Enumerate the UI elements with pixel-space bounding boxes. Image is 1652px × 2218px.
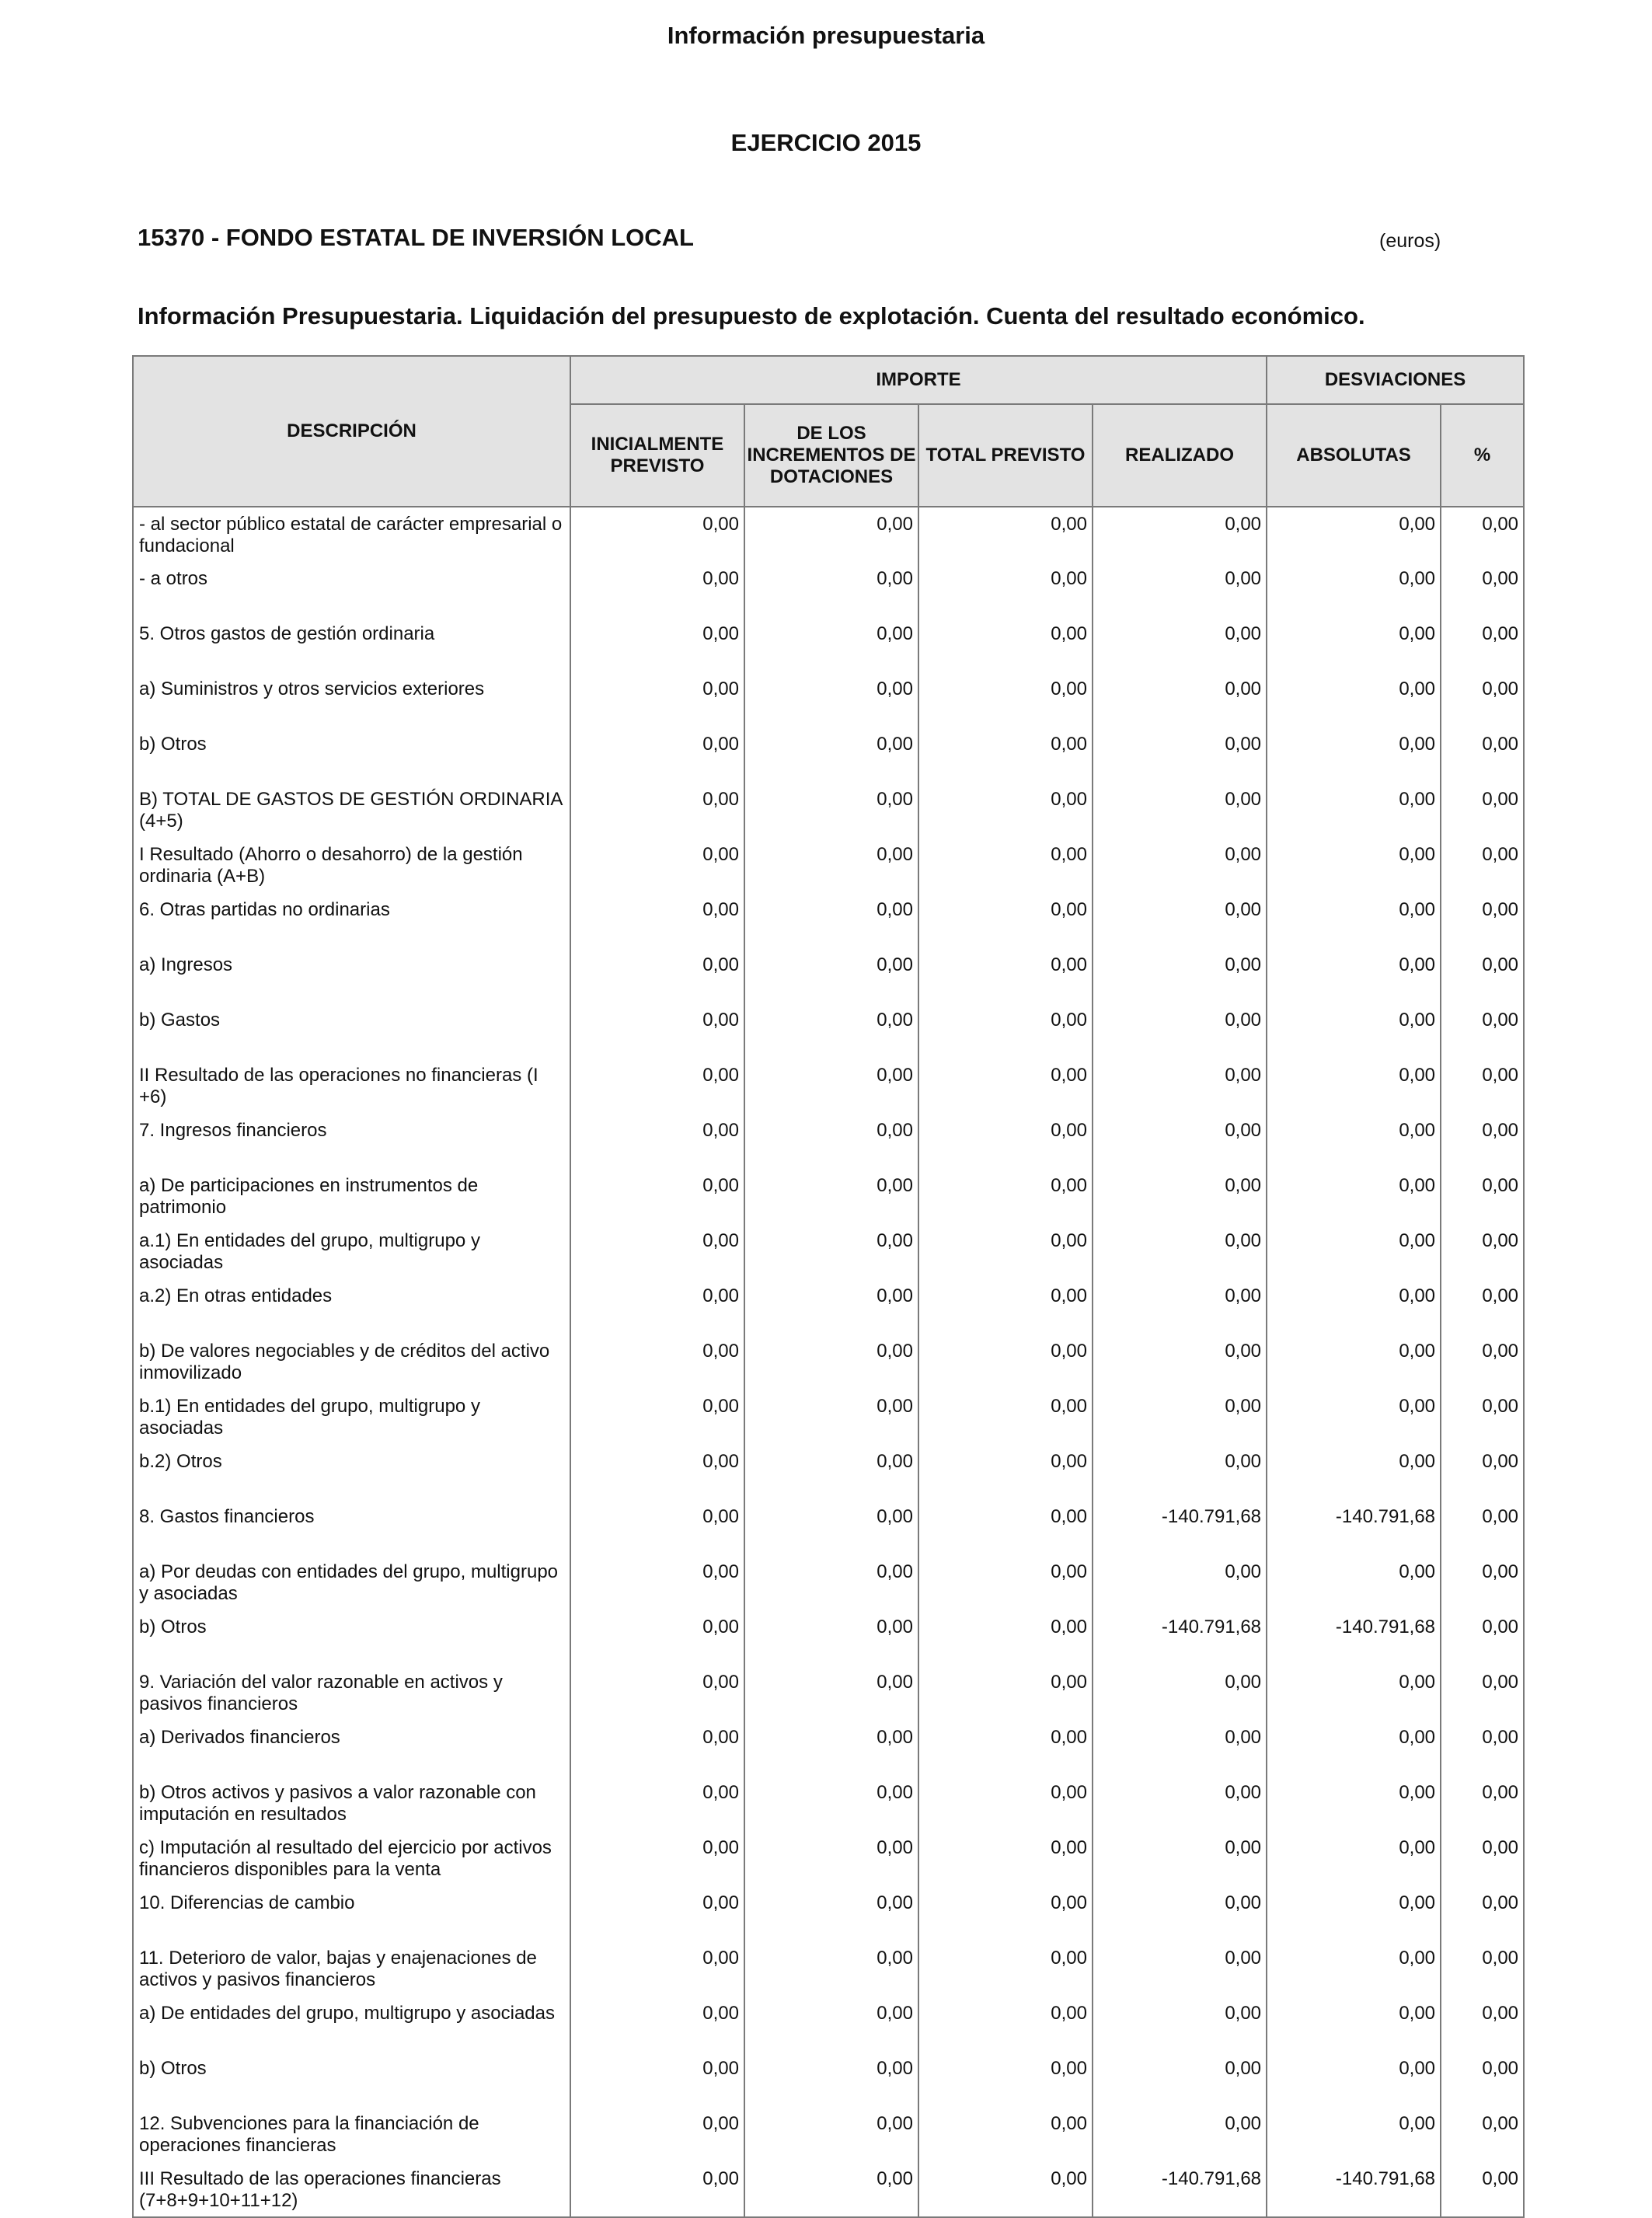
cell-percent: 0,00 — [1441, 1334, 1524, 1390]
table-row — [133, 1665, 1524, 1721]
table-row — [133, 507, 1524, 562]
entity-heading: 15370 - FONDO ESTATAL DE INVERSIÓN LOCAL — [138, 224, 694, 251]
cell-percent: 0,00 — [1441, 1279, 1524, 1334]
cell-absolutas: 0,00 — [1267, 617, 1441, 672]
cell-description: b) Otros — [133, 1610, 570, 1665]
table-row — [133, 1997, 1524, 2052]
cell-inicialmente-previsto: 0,00 — [570, 1665, 744, 1721]
table-row — [133, 727, 1524, 783]
col-group-importe: IMPORTE — [570, 356, 1267, 404]
cell-percent: 0,00 — [1441, 617, 1524, 672]
cell-percent: 0,00 — [1441, 2052, 1524, 2107]
cell-total-previsto: 0,00 — [918, 948, 1093, 1003]
cell-description: b) De valores negociables y de créditos del activo inmovilizado — [133, 1334, 570, 1390]
cell-realizado: 0,00 — [1093, 1334, 1267, 1390]
cell-realizado: 0,00 — [1093, 1831, 1267, 1886]
table-row — [133, 1390, 1524, 1445]
table-row — [133, 1058, 1524, 1114]
cell-description: b) Otros activos y pasivos a valor razonable con imputación en resultados — [133, 1776, 570, 1831]
cell-description: 12. Subvenciones para la financiación de operaciones financieras — [133, 2107, 570, 2162]
cell-absolutas: -140.791,68 — [1267, 1610, 1441, 1665]
cell-inicialmente-previsto: 0,00 — [570, 2052, 744, 2107]
cell-incrementos: 0,00 — [744, 1555, 918, 1610]
col-header-incrementos: DE LOS INCREMENTOS DE DOTACIONES — [744, 404, 918, 507]
cell-realizado: 0,00 — [1093, 1886, 1267, 1941]
cell-total-previsto: 0,00 — [918, 672, 1093, 727]
cell-inicialmente-previsto: 0,00 — [570, 1500, 744, 1555]
cell-incrementos: 0,00 — [744, 1224, 918, 1279]
cell-percent: 0,00 — [1441, 1941, 1524, 1997]
cell-percent: 0,00 — [1441, 1665, 1524, 1721]
cell-inicialmente-previsto: 0,00 — [570, 893, 744, 948]
cell-incrementos: 0,00 — [744, 948, 918, 1003]
cell-total-previsto: 0,00 — [918, 727, 1093, 783]
cell-inicialmente-previsto: 0,00 — [570, 1003, 744, 1058]
cell-absolutas: 0,00 — [1267, 727, 1441, 783]
table-row — [133, 1831, 1524, 1886]
cell-total-previsto: 0,00 — [918, 1941, 1093, 1997]
cell-description: II Resultado de las operaciones no financieras (I +6) — [133, 1058, 570, 1114]
table-row — [133, 838, 1524, 893]
cell-incrementos: 0,00 — [744, 1114, 918, 1169]
cell-realizado: 0,00 — [1093, 1665, 1267, 1721]
cell-percent: 0,00 — [1441, 1390, 1524, 1445]
table-row — [133, 1500, 1524, 1555]
table-row — [133, 783, 1524, 838]
cell-total-previsto: 0,00 — [918, 893, 1093, 948]
cell-total-previsto: 0,00 — [918, 507, 1093, 562]
cell-realizado: 0,00 — [1093, 1997, 1267, 2052]
cell-percent: 0,00 — [1441, 507, 1524, 562]
cell-description: a) Suministros y otros servicios exteriores — [133, 672, 570, 727]
cell-inicialmente-previsto: 0,00 — [570, 948, 744, 1003]
cell-realizado: -140.791,68 — [1093, 2162, 1267, 2217]
cell-percent: 0,00 — [1441, 1445, 1524, 1500]
cell-incrementos: 0,00 — [744, 838, 918, 893]
table-row — [133, 1445, 1524, 1500]
col-header-percent: % — [1441, 404, 1524, 507]
cell-incrementos: 0,00 — [744, 1500, 918, 1555]
cell-percent: 0,00 — [1441, 2162, 1524, 2217]
cell-absolutas: 0,00 — [1267, 1279, 1441, 1334]
cell-realizado: 0,00 — [1093, 948, 1267, 1003]
cell-incrementos: 0,00 — [744, 1610, 918, 1665]
cell-inicialmente-previsto: 0,00 — [570, 2162, 744, 2217]
table-body — [133, 507, 1524, 2217]
cell-percent: 0,00 — [1441, 1721, 1524, 1776]
cell-absolutas: 0,00 — [1267, 1003, 1441, 1058]
cell-description: 8. Gastos financieros — [133, 1500, 570, 1555]
cell-absolutas: 0,00 — [1267, 1831, 1441, 1886]
cell-realizado: 0,00 — [1093, 1114, 1267, 1169]
cell-total-previsto: 0,00 — [918, 1721, 1093, 1776]
cell-percent: 0,00 — [1441, 1776, 1524, 1831]
cell-total-previsto: 0,00 — [918, 1279, 1093, 1334]
cell-realizado: 0,00 — [1093, 562, 1267, 617]
report-subtitle: Información Presupuestaria. Liquidación del presupuesto de explotación. Cuenta del resultado económico. — [138, 302, 1365, 330]
cell-inicialmente-previsto: 0,00 — [570, 672, 744, 727]
cell-incrementos: 0,00 — [744, 1776, 918, 1831]
cell-incrementos: 0,00 — [744, 1831, 918, 1886]
cell-incrementos: 0,00 — [744, 2162, 918, 2217]
cell-percent: 0,00 — [1441, 1058, 1524, 1114]
cell-total-previsto: 0,00 — [918, 617, 1093, 672]
cell-incrementos: 0,00 — [744, 727, 918, 783]
cell-percent: 0,00 — [1441, 948, 1524, 1003]
cell-inicialmente-previsto: 0,00 — [570, 1390, 744, 1445]
cell-inicialmente-previsto: 0,00 — [570, 1445, 744, 1500]
cell-description: 5. Otros gastos de gestión ordinaria — [133, 617, 570, 672]
cell-realizado: 0,00 — [1093, 727, 1267, 783]
table-row — [133, 1941, 1524, 1997]
cell-percent: 0,00 — [1441, 1169, 1524, 1224]
cell-absolutas: 0,00 — [1267, 562, 1441, 617]
cell-absolutas: 0,00 — [1267, 1390, 1441, 1445]
cell-incrementos: 0,00 — [744, 1169, 918, 1224]
header-row-groups — [133, 356, 1524, 404]
table-row — [133, 1886, 1524, 1941]
cell-total-previsto: 0,00 — [918, 1776, 1093, 1831]
cell-incrementos: 0,00 — [744, 1941, 918, 1997]
cell-absolutas: 0,00 — [1267, 1997, 1441, 2052]
cell-inicialmente-previsto: 0,00 — [570, 1169, 744, 1224]
cell-realizado: 0,00 — [1093, 1279, 1267, 1334]
cell-description: B) TOTAL DE GASTOS DE GESTIÓN ORDINARIA (4+5) — [133, 783, 570, 838]
cell-inicialmente-previsto: 0,00 — [570, 1997, 744, 2052]
cell-description: 7. Ingresos financieros — [133, 1114, 570, 1169]
table-row — [133, 1555, 1524, 1610]
cell-description: a.2) En otras entidades — [133, 1279, 570, 1334]
cell-realizado: -140.791,68 — [1093, 1610, 1267, 1665]
cell-description: a) Por deudas con entidades del grupo, multigrupo y asociadas — [133, 1555, 570, 1610]
cell-inicialmente-previsto: 0,00 — [570, 2107, 744, 2162]
cell-description: 11. Deterioro de valor, bajas y enajenaciones de activos y pasivos financieros — [133, 1941, 570, 1997]
cell-realizado: 0,00 — [1093, 838, 1267, 893]
page-title: Información presupuestaria — [667, 22, 985, 49]
cell-incrementos: 0,00 — [744, 1997, 918, 2052]
col-header-absolutas: ABSOLUTAS — [1267, 404, 1441, 507]
cell-inicialmente-previsto: 0,00 — [570, 727, 744, 783]
cell-realizado: 0,00 — [1093, 1169, 1267, 1224]
cell-realizado: 0,00 — [1093, 1003, 1267, 1058]
cell-absolutas: 0,00 — [1267, 1169, 1441, 1224]
cell-total-previsto: 0,00 — [918, 1500, 1093, 1555]
cell-realizado: 0,00 — [1093, 1721, 1267, 1776]
cell-incrementos: 0,00 — [744, 1058, 918, 1114]
cell-absolutas: 0,00 — [1267, 1941, 1441, 1997]
cell-inicialmente-previsto: 0,00 — [570, 783, 744, 838]
cell-total-previsto: 0,00 — [918, 1058, 1093, 1114]
cell-inicialmente-previsto: 0,00 — [570, 1114, 744, 1169]
table-row — [133, 1334, 1524, 1390]
cell-total-previsto: 0,00 — [918, 2107, 1093, 2162]
cell-description: III Resultado de las operaciones financieras (7+8+9+10+11+12) — [133, 2162, 570, 2217]
cell-total-previsto: 0,00 — [918, 2162, 1093, 2217]
cell-absolutas: 0,00 — [1267, 1886, 1441, 1941]
table-row — [133, 1224, 1524, 1279]
cell-inicialmente-previsto: 0,00 — [570, 1610, 744, 1665]
cell-description: b) Otros — [133, 2052, 570, 2107]
cell-incrementos: 0,00 — [744, 507, 918, 562]
cell-percent: 0,00 — [1441, 1886, 1524, 1941]
cell-description: a.1) En entidades del grupo, multigrupo y asociadas — [133, 1224, 570, 1279]
currency-units: (euros) — [1379, 230, 1441, 252]
cell-inicialmente-previsto: 0,00 — [570, 1941, 744, 1997]
cell-absolutas: 0,00 — [1267, 1776, 1441, 1831]
cell-inicialmente-previsto: 0,00 — [570, 617, 744, 672]
cell-incrementos: 0,00 — [744, 1334, 918, 1390]
cell-realizado: 0,00 — [1093, 672, 1267, 727]
cell-incrementos: 0,00 — [744, 1279, 918, 1334]
cell-inicialmente-previsto: 0,00 — [570, 1831, 744, 1886]
cell-total-previsto: 0,00 — [918, 1003, 1093, 1058]
table-row — [133, 617, 1524, 672]
cell-total-previsto: 0,00 — [918, 1169, 1093, 1224]
cell-description: I Resultado (Ahorro o desahorro) de la gestión ordinaria (A+B) — [133, 838, 570, 893]
cell-realizado: 0,00 — [1093, 2052, 1267, 2107]
cell-incrementos: 0,00 — [744, 893, 918, 948]
cell-absolutas: 0,00 — [1267, 1114, 1441, 1169]
cell-inicialmente-previsto: 0,00 — [570, 1058, 744, 1114]
cell-inicialmente-previsto: 0,00 — [570, 1555, 744, 1610]
cell-percent: 0,00 — [1441, 1500, 1524, 1555]
cell-realizado: 0,00 — [1093, 1390, 1267, 1445]
cell-absolutas: 0,00 — [1267, 507, 1441, 562]
table-row — [133, 1721, 1524, 1776]
cell-realizado: 0,00 — [1093, 1445, 1267, 1500]
cell-total-previsto: 0,00 — [918, 1334, 1093, 1390]
cell-total-previsto: 0,00 — [918, 1831, 1093, 1886]
col-group-desviaciones: DESVIACIONES — [1267, 356, 1524, 404]
cell-percent: 0,00 — [1441, 562, 1524, 617]
table-header — [133, 356, 1524, 507]
cell-percent: 0,00 — [1441, 672, 1524, 727]
cell-description: b) Gastos — [133, 1003, 570, 1058]
cell-realizado: 0,00 — [1093, 2107, 1267, 2162]
cell-percent: 0,00 — [1441, 1555, 1524, 1610]
cell-absolutas: 0,00 — [1267, 1555, 1441, 1610]
cell-percent: 0,00 — [1441, 838, 1524, 893]
cell-percent: 0,00 — [1441, 727, 1524, 783]
cell-total-previsto: 0,00 — [918, 1610, 1093, 1665]
exercise-heading: EJERCICIO 2015 — [730, 129, 922, 156]
cell-description: a) Ingresos — [133, 948, 570, 1003]
cell-inicialmente-previsto: 0,00 — [570, 1224, 744, 1279]
cell-total-previsto: 0,00 — [918, 1224, 1093, 1279]
cell-total-previsto: 0,00 — [918, 1114, 1093, 1169]
cell-inicialmente-previsto: 0,00 — [570, 838, 744, 893]
cell-description: c) Imputación al resultado del ejercicio por activos financieros disponibles para la venta — [133, 1831, 570, 1886]
table-row — [133, 1776, 1524, 1831]
table-row — [133, 1610, 1524, 1665]
cell-realizado: -140.791,68 — [1093, 1500, 1267, 1555]
table-row — [133, 672, 1524, 727]
table-row — [133, 2162, 1524, 2217]
cell-percent: 0,00 — [1441, 783, 1524, 838]
col-header-description: DESCRIPCIÓN — [133, 356, 570, 507]
cell-absolutas: -140.791,68 — [1267, 1500, 1441, 1555]
cell-percent: 0,00 — [1441, 1114, 1524, 1169]
col-header-inicialmente-previsto: INICIALMENTE PREVISTO — [570, 404, 744, 507]
budget-table — [132, 355, 1525, 2218]
cell-percent: 0,00 — [1441, 1003, 1524, 1058]
cell-inicialmente-previsto: 0,00 — [570, 1334, 744, 1390]
cell-total-previsto: 0,00 — [918, 838, 1093, 893]
cell-inicialmente-previsto: 0,00 — [570, 1886, 744, 1941]
cell-absolutas: 0,00 — [1267, 893, 1441, 948]
cell-incrementos: 0,00 — [744, 1886, 918, 1941]
cell-incrementos: 0,00 — [744, 1445, 918, 1500]
cell-inicialmente-previsto: 0,00 — [570, 1776, 744, 1831]
cell-total-previsto: 0,00 — [918, 1555, 1093, 1610]
cell-description: b.1) En entidades del grupo, multigrupo y asociadas — [133, 1390, 570, 1445]
cell-incrementos: 0,00 — [744, 1390, 918, 1445]
cell-inicialmente-previsto: 0,00 — [570, 1279, 744, 1334]
cell-description: b) Otros — [133, 727, 570, 783]
cell-percent: 0,00 — [1441, 1831, 1524, 1886]
cell-percent: 0,00 — [1441, 2107, 1524, 2162]
cell-description: - al sector público estatal de carácter empresarial o fundacional — [133, 507, 570, 562]
table-row — [133, 1169, 1524, 1224]
cell-realizado: 0,00 — [1093, 1058, 1267, 1114]
cell-incrementos: 0,00 — [744, 617, 918, 672]
table-row — [133, 893, 1524, 948]
cell-incrementos: 0,00 — [744, 562, 918, 617]
cell-realizado: 0,00 — [1093, 1555, 1267, 1610]
table-row — [133, 2052, 1524, 2107]
cell-incrementos: 0,00 — [744, 1721, 918, 1776]
cell-realizado: 0,00 — [1093, 893, 1267, 948]
cell-realizado: 0,00 — [1093, 1941, 1267, 1997]
cell-absolutas: 0,00 — [1267, 1721, 1441, 1776]
table-row — [133, 1279, 1524, 1334]
cell-incrementos: 0,00 — [744, 672, 918, 727]
cell-percent: 0,00 — [1441, 1610, 1524, 1665]
cell-description: - a otros — [133, 562, 570, 617]
cell-description: 9. Variación del valor razonable en activos y pasivos financieros — [133, 1665, 570, 1721]
cell-total-previsto: 0,00 — [918, 562, 1093, 617]
cell-absolutas: 0,00 — [1267, 783, 1441, 838]
cell-percent: 0,00 — [1441, 1997, 1524, 2052]
cell-description: 6. Otras partidas no ordinarias — [133, 893, 570, 948]
cell-realizado: 0,00 — [1093, 507, 1267, 562]
cell-incrementos: 0,00 — [744, 2052, 918, 2107]
cell-inicialmente-previsto: 0,00 — [570, 1721, 744, 1776]
cell-incrementos: 0,00 — [744, 1665, 918, 1721]
col-header-total-previsto: TOTAL PREVISTO — [918, 404, 1093, 507]
cell-incrementos: 0,00 — [744, 783, 918, 838]
cell-realizado: 0,00 — [1093, 1224, 1267, 1279]
cell-realizado: 0,00 — [1093, 1776, 1267, 1831]
cell-absolutas: 0,00 — [1267, 948, 1441, 1003]
cell-description: a) De participaciones en instrumentos de patrimonio — [133, 1169, 570, 1224]
cell-description: 10. Diferencias de cambio — [133, 1886, 570, 1941]
cell-realizado: 0,00 — [1093, 617, 1267, 672]
cell-description: a) Derivados financieros — [133, 1721, 570, 1776]
table-row — [133, 562, 1524, 617]
cell-absolutas: 0,00 — [1267, 1665, 1441, 1721]
cell-inicialmente-previsto: 0,00 — [570, 507, 744, 562]
col-header-realizado: REALIZADO — [1093, 404, 1267, 507]
cell-absolutas: 0,00 — [1267, 2107, 1441, 2162]
table-row — [133, 2107, 1524, 2162]
cell-absolutas: 0,00 — [1267, 1445, 1441, 1500]
cell-absolutas: 0,00 — [1267, 2052, 1441, 2107]
cell-incrementos: 0,00 — [744, 1003, 918, 1058]
cell-total-previsto: 0,00 — [918, 2052, 1093, 2107]
cell-percent: 0,00 — [1441, 1224, 1524, 1279]
cell-description: a) De entidades del grupo, multigrupo y asociadas — [133, 1997, 570, 2052]
cell-absolutas: -140.791,68 — [1267, 2162, 1441, 2217]
cell-total-previsto: 0,00 — [918, 1390, 1093, 1445]
table-row — [133, 1114, 1524, 1169]
cell-absolutas: 0,00 — [1267, 1334, 1441, 1390]
cell-absolutas: 0,00 — [1267, 672, 1441, 727]
cell-absolutas: 0,00 — [1267, 1058, 1441, 1114]
table-row — [133, 948, 1524, 1003]
cell-description: b.2) Otros — [133, 1445, 570, 1500]
cell-total-previsto: 0,00 — [918, 783, 1093, 838]
cell-total-previsto: 0,00 — [918, 1997, 1093, 2052]
cell-total-previsto: 0,00 — [918, 1665, 1093, 1721]
cell-total-previsto: 0,00 — [918, 1445, 1093, 1500]
cell-incrementos: 0,00 — [744, 2107, 918, 2162]
cell-absolutas: 0,00 — [1267, 1224, 1441, 1279]
cell-realizado: 0,00 — [1093, 783, 1267, 838]
cell-inicialmente-previsto: 0,00 — [570, 562, 744, 617]
cell-absolutas: 0,00 — [1267, 838, 1441, 893]
table-row — [133, 1003, 1524, 1058]
cell-percent: 0,00 — [1441, 893, 1524, 948]
cell-total-previsto: 0,00 — [918, 1886, 1093, 1941]
